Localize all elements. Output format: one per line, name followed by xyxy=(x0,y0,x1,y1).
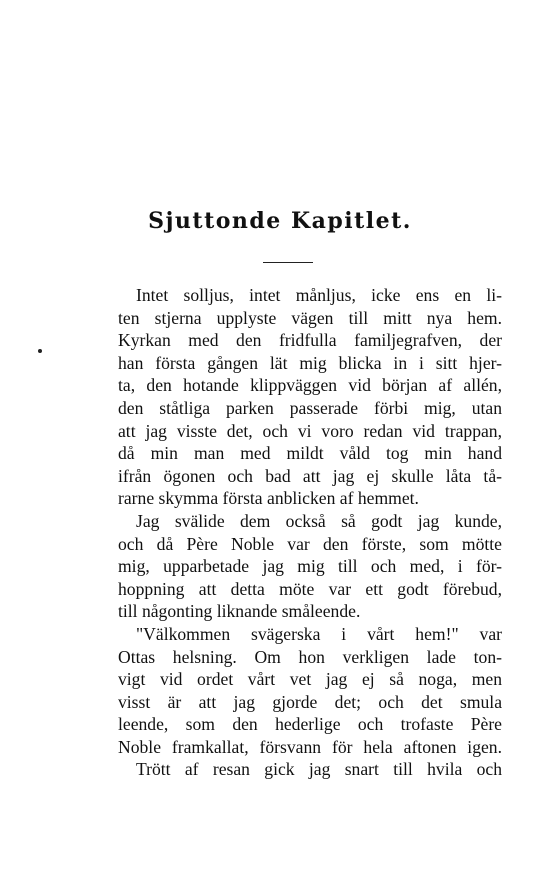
text-line: ten stjerna upplyste vägen till mitt nya hem. xyxy=(118,307,502,328)
text-line: mig, upparbetade jag mig till och med, i för- xyxy=(118,556,502,577)
text-line: Intet solljus, intet månljus, icke ens en li- xyxy=(136,285,502,305)
text-line: leende, som den hederlige och trofaste Père xyxy=(118,714,502,735)
text-line: Ottas helsning. Om hon verkligen lade ton- xyxy=(118,646,502,667)
text-line: till någonting liknande småleende. xyxy=(118,601,361,622)
text-line: visst är att jag gjorde det; och det smula xyxy=(118,691,502,712)
text-line: ifrån ögonen och bad att jag ej skulle låta tå- xyxy=(118,465,502,486)
text-line: den ståtliga parken passerade förbi mig, utan xyxy=(118,397,502,418)
text-line: rarne skymma första anblicken af hemmet. xyxy=(118,488,419,509)
text-line: då min man med mildt våld tog min hand xyxy=(118,443,502,464)
text-line: Noble framkallat, försvann för hela aftonen igen. xyxy=(118,736,502,757)
chapter-title: Sjuttonde Kapitlet. xyxy=(148,208,412,234)
text-line: han första gången lät mig blicka in i sitt hjer- xyxy=(118,352,502,373)
margin-mark xyxy=(38,349,42,353)
text-line: hoppning att detta möte var ett godt förebud, xyxy=(118,578,502,599)
text-line: Trött af resan gick jag snart till hvila och xyxy=(136,759,502,780)
text-line: "Välkommen svägerska i vårt hem!" var xyxy=(136,623,502,644)
text-line: ta, den hotande klippväggen vid början af allén, xyxy=(118,375,502,396)
text-line: Jag svälide dem också så godt jag kunde, xyxy=(136,510,502,531)
title-rule xyxy=(263,262,313,263)
text-line: Kyrkan med den fridfulla familjegrafven, der xyxy=(118,330,502,351)
text-line: och då Père Noble var den förste, som mötte xyxy=(118,533,502,554)
text-line: vigt vid ordet vårt vet jag ej så noga, men xyxy=(118,669,502,690)
text-line: att jag visste det, och vi voro redan vid trappan, xyxy=(118,420,502,441)
body-text xyxy=(118,284,502,781)
